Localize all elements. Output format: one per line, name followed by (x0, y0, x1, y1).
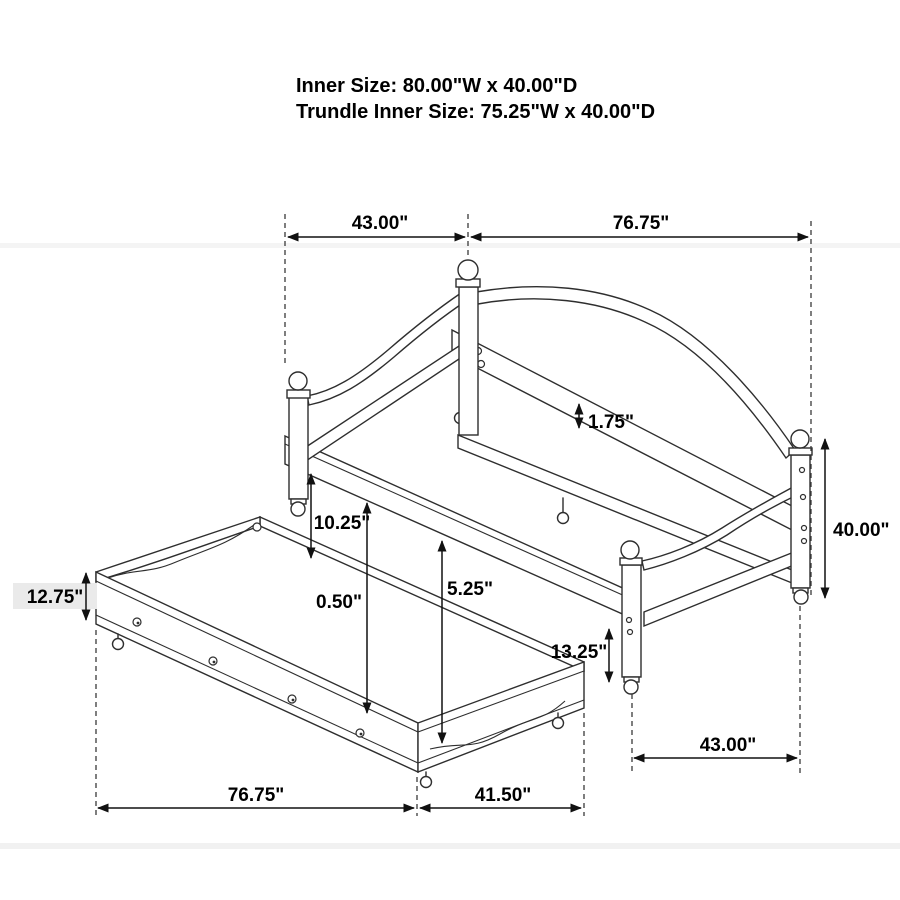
front-right-post (620, 541, 642, 694)
dim-label-rail-clearance: 10.25" (313, 513, 371, 534)
dim-label-trundle-height: 12.75" (26, 587, 84, 608)
dim-label-top-length: 76.75" (612, 213, 670, 234)
dim-label-height: 40.00" (833, 520, 890, 541)
daybed (285, 260, 812, 694)
back-left-post (456, 260, 480, 435)
dim-label-bottom-width: 43.00" (699, 735, 757, 756)
inner-size-text: Inner Size: 80.00"W x 40.00"D (296, 75, 578, 97)
dim-label-underbed-clearance: 13.25" (550, 642, 608, 663)
dim-label-trundle-depth: 41.50" (474, 785, 532, 806)
dim-label-trundle-clearance: 5.25" (447, 579, 493, 600)
scan-streak (0, 243, 900, 248)
back-right-post (789, 430, 812, 604)
scan-streak (0, 843, 900, 849)
dim-label-top-width: 43.00" (351, 213, 409, 234)
dim-label-trundle-length: 76.75" (227, 785, 285, 806)
dim-label-side-rail: 1.75" (588, 412, 634, 433)
trundle-inner-size-text: Trundle Inner Size: 75.25"W x 40.00"D (296, 101, 656, 123)
front-left-post (287, 372, 310, 516)
dim-label-slat-gap: 0.50" (316, 592, 362, 613)
